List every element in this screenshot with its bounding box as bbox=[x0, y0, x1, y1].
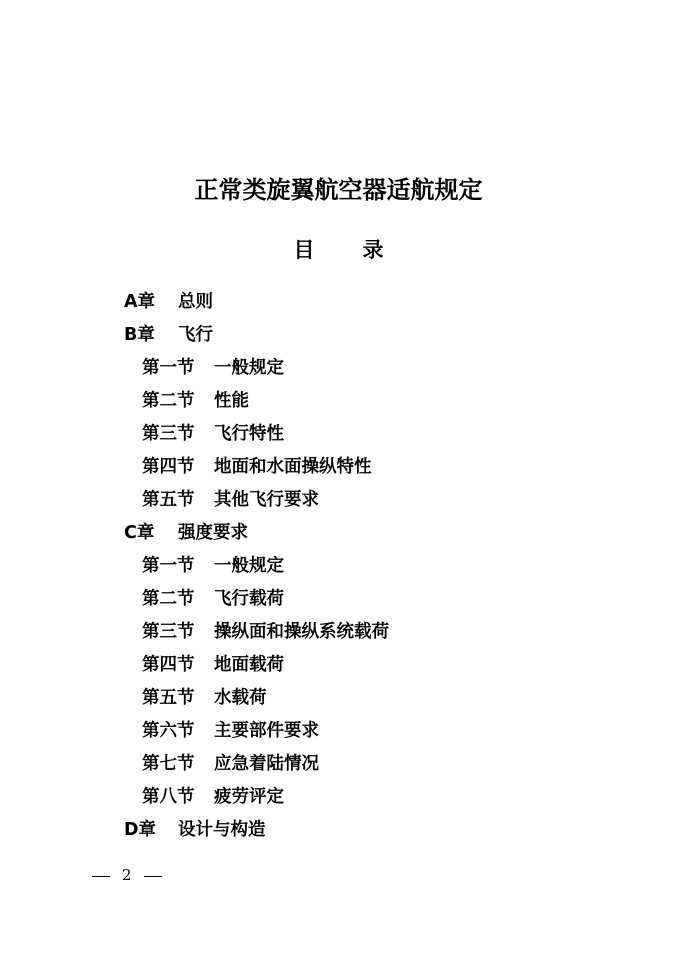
toc-entry-title: 飞行特性 bbox=[214, 424, 284, 444]
toc-entry-number: 第一节 bbox=[142, 358, 195, 378]
toc-entry-number: 第六节 bbox=[142, 721, 195, 741]
toc-entry-title: 应急着陆情况 bbox=[214, 754, 319, 774]
toc-entry-title: 水载荷 bbox=[214, 688, 267, 708]
toc-entry-title: 一般规定 bbox=[214, 556, 284, 576]
toc-entry-section bbox=[124, 385, 389, 418]
toc-entry-number: D章 bbox=[124, 820, 157, 840]
table-of-contents bbox=[124, 286, 389, 847]
toc-entry-chapter bbox=[124, 517, 389, 550]
toc-entry-section bbox=[124, 682, 389, 715]
toc-entry-title: 飞行 bbox=[178, 325, 213, 345]
toc-entry-title: 主要部件要求 bbox=[214, 721, 319, 741]
toc-entry-number: 第一节 bbox=[142, 556, 195, 576]
toc-entry-section bbox=[124, 352, 389, 385]
toc-entry-title: 性能 bbox=[214, 391, 249, 411]
toc-entry-number: B章 bbox=[124, 325, 155, 345]
toc-entry-number: A章 bbox=[124, 292, 156, 312]
page-number: 2 bbox=[122, 866, 132, 884]
toc-entry-chapter bbox=[124, 286, 389, 319]
toc-entry-section bbox=[124, 781, 389, 814]
toc-entry-section bbox=[124, 715, 389, 748]
toc-entry-title: 地面载荷 bbox=[214, 655, 284, 675]
toc-entry-title: 强度要求 bbox=[178, 523, 248, 543]
toc-entry-section bbox=[124, 583, 389, 616]
toc-entry-number: 第三节 bbox=[142, 424, 195, 444]
toc-entry-number: 第八节 bbox=[142, 787, 195, 807]
toc-heading bbox=[0, 234, 677, 264]
toc-entry-number: 第二节 bbox=[142, 391, 195, 411]
toc-entry-section bbox=[124, 418, 389, 451]
page-footer bbox=[88, 866, 166, 884]
toc-entry-number: 第三节 bbox=[142, 622, 195, 642]
toc-entry-title: 设计与构造 bbox=[178, 820, 266, 840]
toc-entry-section bbox=[124, 616, 389, 649]
toc-entry-number: 第四节 bbox=[142, 457, 195, 477]
toc-entry-title: 操纵面和操纵系统载荷 bbox=[214, 622, 389, 642]
toc-entry-section bbox=[124, 484, 389, 517]
toc-entry-title: 飞行载荷 bbox=[214, 589, 284, 609]
toc-entry-number: 第五节 bbox=[142, 490, 195, 510]
footer-dash-right bbox=[144, 876, 162, 877]
toc-entry-chapter bbox=[124, 319, 389, 352]
toc-entry-number: 第七节 bbox=[142, 754, 195, 774]
toc-entry-title: 一般规定 bbox=[214, 358, 284, 378]
toc-entry-section bbox=[124, 550, 389, 583]
toc-entry-title: 总则 bbox=[178, 292, 213, 312]
toc-entry-section bbox=[124, 649, 389, 682]
toc-heading-char-2: 录 bbox=[362, 237, 384, 262]
toc-entry-chapter bbox=[124, 814, 389, 847]
toc-entry-number: 第四节 bbox=[142, 655, 195, 675]
toc-entry-title: 疲劳评定 bbox=[214, 787, 284, 807]
document-title: 正常类旋翼航空器适航规定 bbox=[194, 175, 483, 204]
toc-entry-title: 地面和水面操纵特性 bbox=[214, 457, 372, 477]
toc-entry-number: 第五节 bbox=[142, 688, 195, 708]
toc-entry-number: C章 bbox=[124, 523, 155, 543]
toc-entry-number: 第二节 bbox=[142, 589, 195, 609]
toc-entry-section bbox=[124, 451, 389, 484]
toc-entry-title: 其他飞行要求 bbox=[214, 490, 319, 510]
toc-entry-section bbox=[124, 748, 389, 781]
footer-dash-left bbox=[92, 876, 110, 877]
toc-heading-char-1: 目 bbox=[293, 237, 315, 262]
